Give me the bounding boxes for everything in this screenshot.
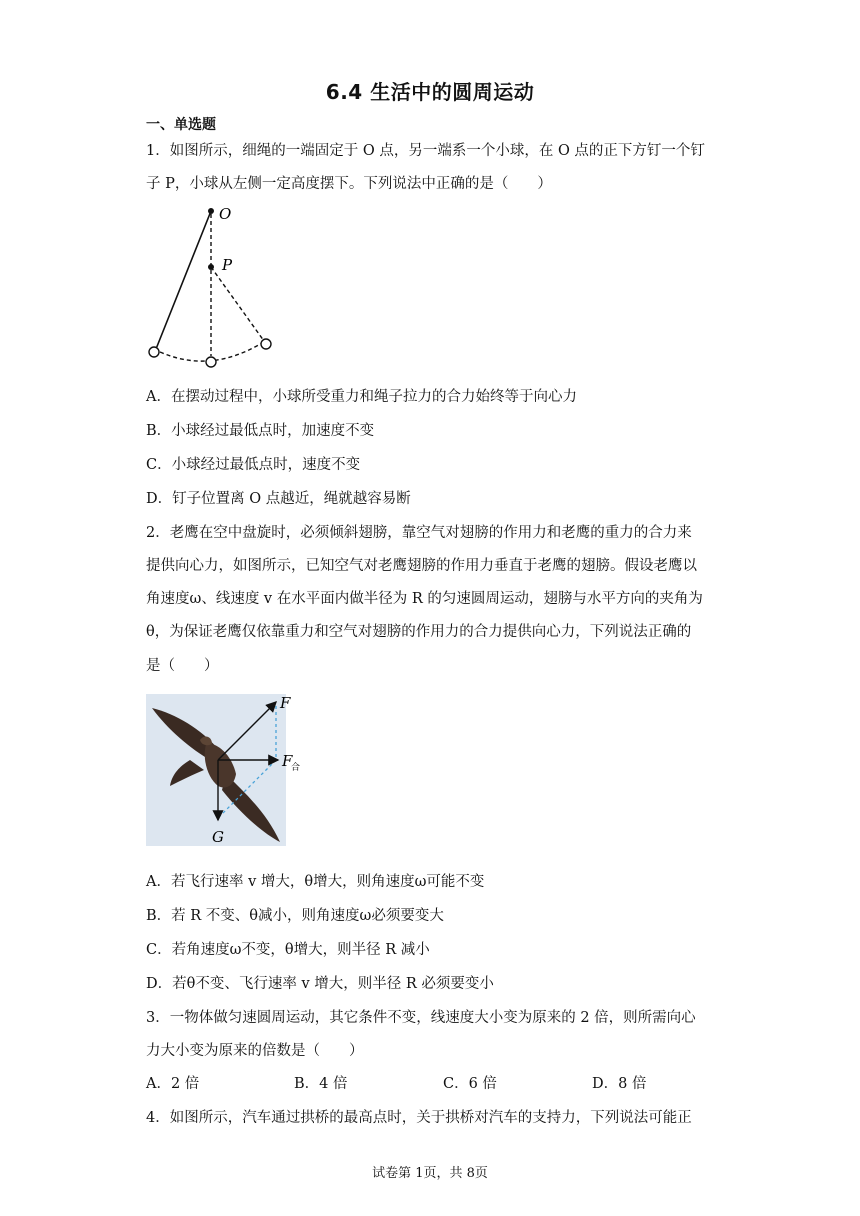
section-heading: 一、单选题 bbox=[146, 117, 216, 133]
q1-stem-line-2: 子 P，小球从左侧一定高度摆下。下列说法中正确的是（ ） bbox=[146, 176, 552, 192]
q2-stem-line-2: 提供向心力，如图所示，已知空气对老鹰翅膀的作用力垂直于老鹰的翅膀。假设老鹰以 bbox=[146, 558, 697, 574]
label-p: P bbox=[222, 256, 233, 274]
pendulum-figure bbox=[140, 204, 290, 374]
q3-stem-line-1: 3．一物体做匀速圆周运动，其它条件不变，线速度大小变为原来的 2 倍，则所需向心 bbox=[146, 1010, 696, 1026]
q2-option-c: C．若角速度ω不变，θ增大，则半径 R 减小 bbox=[146, 942, 430, 958]
q2-stem-line-4: θ，为保证老鹰仅依靠重力和空气对翅膀的作用力的合力提供向心力，下列说法正确的 bbox=[146, 624, 692, 640]
label-g: G bbox=[212, 828, 224, 846]
q3-option-b: B．4 倍 bbox=[294, 1076, 348, 1092]
label-f-he: F bbox=[282, 752, 293, 770]
q1-stem-line-1: 1．如图所示，细绳的一端固定于 O 点，另一端系一个小球，在 O 点的正下方钉一个钉 bbox=[146, 143, 705, 159]
q4-stem-line-1: 4．如图所示，汽车通过拱桥的最高点时，关于拱桥对汽车的支持力，下列说法可能正 bbox=[146, 1110, 692, 1126]
string-dashed-right bbox=[211, 267, 264, 341]
q1-option-b: B．小球经过最低点时，加速度不变 bbox=[146, 423, 375, 439]
q2-option-a: A．若飞行速率 v 增大，θ增大，则角速度ω可能不变 bbox=[146, 874, 485, 890]
q3-option-a: A．2 倍 bbox=[146, 1076, 200, 1092]
ball-bottom bbox=[206, 357, 216, 367]
label-o: O bbox=[219, 205, 232, 223]
q2-stem-line-1: 2．老鹰在空中盘旋时，必须倾斜翅膀，靠空气对翅膀的作用力和老鹰的重力的合力来 bbox=[146, 525, 692, 541]
eagle-figure bbox=[146, 694, 306, 854]
page-title: 6.4 生活中的圆周运动 bbox=[325, 80, 535, 104]
q1-option-a: A．在摆动过程中，小球所受重力和绳子拉力的合力始终等于向心力 bbox=[146, 389, 577, 405]
q3-option-c: C．6 倍 bbox=[443, 1076, 497, 1092]
string-solid bbox=[156, 211, 211, 349]
q2-stem-line-3: 角速度ω、线速度 v 在水平面内做半径为 R 的匀速圆周运动，翅膀与水平方向的夹角为 bbox=[146, 591, 703, 607]
label-f: F bbox=[280, 694, 291, 712]
ball-right bbox=[261, 339, 271, 349]
q3-stem-line-2: 力大小变为原来的倍数是（ ） bbox=[146, 1043, 364, 1059]
ball-left bbox=[149, 347, 159, 357]
q2-option-d: D．若θ不变、飞行速率 v 增大，则半径 R 必须要变小 bbox=[146, 976, 494, 992]
q1-option-c: C．小球经过最低点时，速度不变 bbox=[146, 457, 361, 473]
label-f-he-sub: 合 bbox=[291, 763, 301, 773]
q2-stem-line-5: 是（ ） bbox=[146, 658, 219, 674]
q2-option-b: B．若 R 不变、θ减小，则角速度ω必须要变大 bbox=[146, 908, 444, 924]
q3-option-d: D．8 倍 bbox=[592, 1076, 647, 1092]
page-footer: 试卷第 1页，共 8页 bbox=[372, 1166, 488, 1181]
q1-option-d: D．钉子位置离 O 点越近，绳就越容易断 bbox=[146, 491, 411, 507]
